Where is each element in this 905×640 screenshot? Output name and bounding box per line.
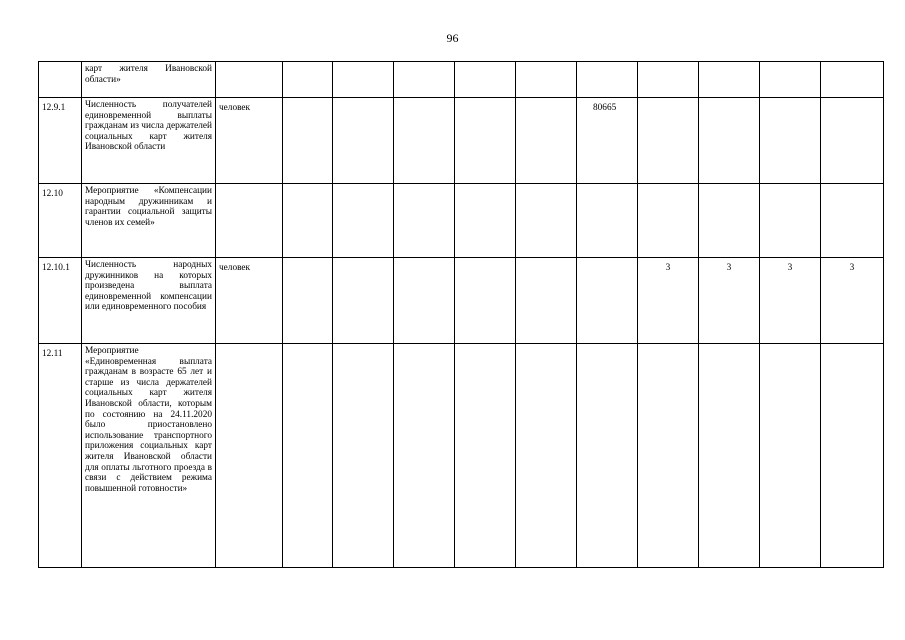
row-number: 12.11	[39, 344, 82, 568]
row-value	[638, 98, 699, 184]
row-value	[516, 62, 577, 98]
row-value	[333, 98, 394, 184]
row-value	[455, 258, 516, 344]
row-value	[283, 344, 333, 568]
row-unit: человек	[216, 98, 283, 184]
row-value	[821, 344, 884, 568]
row-value	[760, 184, 821, 258]
row-value	[699, 62, 760, 98]
row-value	[516, 98, 577, 184]
table-row	[39, 258, 884, 344]
row-value	[638, 344, 699, 568]
row-number: 12.10.1	[39, 258, 82, 344]
row-value	[821, 62, 884, 98]
row-value	[394, 62, 455, 98]
row-value	[516, 258, 577, 344]
row-value	[283, 258, 333, 344]
row-value	[760, 344, 821, 568]
row-value: 80665	[577, 98, 638, 184]
row-value: 3	[760, 258, 821, 344]
row-value	[577, 62, 638, 98]
row-value	[394, 344, 455, 568]
row-name: Численность получателей единовременной выплаты гражданам из числа держателей социальных карт жителя Ивановской области	[82, 98, 216, 184]
row-value	[394, 98, 455, 184]
row-value: 3	[638, 258, 699, 344]
table-row	[39, 184, 884, 258]
row-name: Мероприятие «Единовременная выплата гражданам в возрасте 65 лет и старше из числа держателей социальных карт жителя Ивановской области, которым по состоянию на 24.11.2020 было приостановлено использование транспортного приложения социальных карт жителя Ивановской области для оплаты льготного проезда в связи с действием режима повышенной готовности»	[82, 344, 216, 568]
row-unit: человек	[216, 258, 283, 344]
row-value	[394, 184, 455, 258]
row-value	[577, 258, 638, 344]
row-number: 12.9.1	[39, 98, 82, 184]
row-value	[455, 62, 516, 98]
row-value	[699, 98, 760, 184]
indicators-table	[38, 61, 884, 568]
page-number: 96	[446, 31, 459, 45]
row-unit	[216, 344, 283, 568]
row-name: карт жителя Ивановской области»	[82, 62, 216, 98]
row-value	[821, 98, 884, 184]
row-value	[394, 258, 455, 344]
row-value	[760, 62, 821, 98]
row-value: 3	[699, 258, 760, 344]
row-value	[333, 184, 394, 258]
row-unit	[216, 184, 283, 258]
row-value	[577, 184, 638, 258]
row-value	[283, 98, 333, 184]
row-value	[333, 344, 394, 568]
row-value	[333, 62, 394, 98]
row-value	[699, 184, 760, 258]
row-value	[455, 184, 516, 258]
table-row	[39, 98, 884, 184]
table-row	[39, 344, 884, 568]
row-number	[39, 62, 82, 98]
row-value	[638, 62, 699, 98]
row-value	[283, 184, 333, 258]
row-value	[455, 344, 516, 568]
row-value	[283, 62, 333, 98]
row-value	[516, 344, 577, 568]
row-value	[699, 344, 760, 568]
row-value	[638, 184, 699, 258]
row-value	[821, 184, 884, 258]
row-value	[516, 184, 577, 258]
table-row	[39, 62, 884, 98]
row-number: 12.10	[39, 184, 82, 258]
row-name: Численность народных дружинников на которых произведена выплата единовременной компенсации или единовременного пособия	[82, 258, 216, 344]
row-unit	[216, 62, 283, 98]
row-value	[577, 344, 638, 568]
row-value: 3	[821, 258, 884, 344]
row-value	[333, 258, 394, 344]
row-value	[455, 98, 516, 184]
row-value	[760, 98, 821, 184]
row-name: Мероприятие «Компенсации народным дружинникам и гарантии социальной защиты членов их семей»	[82, 184, 216, 258]
